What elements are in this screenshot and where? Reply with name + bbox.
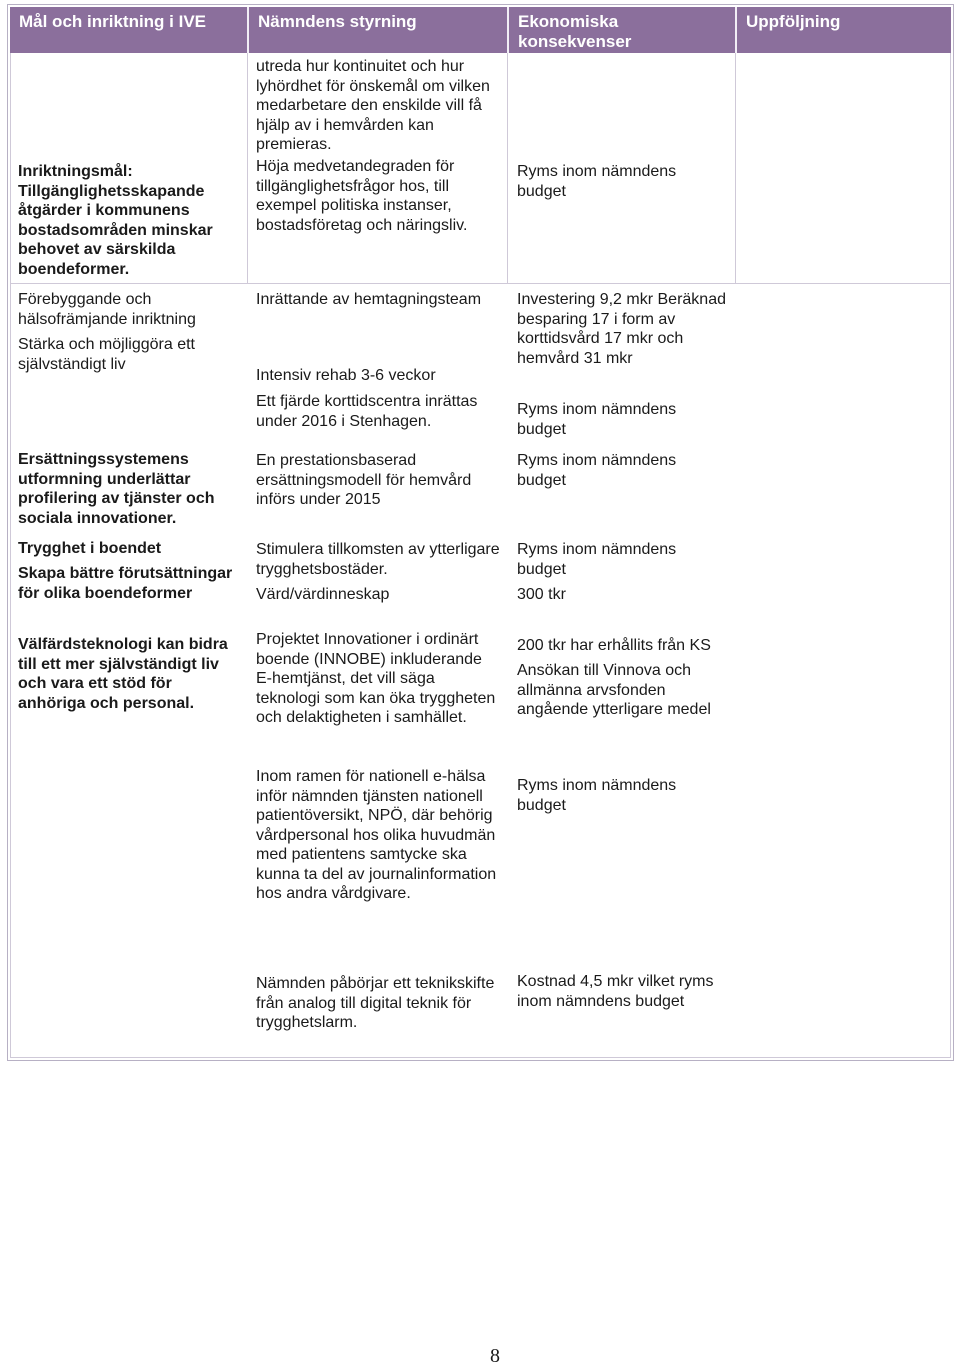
column-divider	[735, 53, 736, 283]
economy-ks-funding: 200 tkr har erhållits från KS	[517, 637, 711, 654]
header-goal: Mål och inriktning i IVE	[10, 7, 247, 53]
goal-independent-life: Stärka och möjliggöra ett självständigt liv	[18, 336, 195, 373]
goal-preventive: Förebyggande och hälsofrämjande inriktning	[18, 291, 196, 328]
economy-cost: Kostnad 4,5 mkr vilket ryms inom nämndens budget	[517, 973, 714, 1010]
goal-housing-forms: Skapa bättre förutsättningar för olika boendeformer	[18, 565, 233, 602]
header-followup: Uppföljning	[735, 7, 951, 53]
steering-safety-housing: Stimulera tillkomsten av ytterligare trygghetsbostäder.	[256, 541, 500, 578]
economy-budget: Ryms inom nämndens budget	[517, 777, 677, 814]
steering-continuity: utreda hur kontinuitet och hur lyhördhet för önskemål om vilken medarbetare den enskilde vill få hjälp av i hemvården kan premieras.	[256, 58, 490, 153]
goal-accessibility: Inriktningsmål: Tillgänglighetsskapande åtgärder i kommunens bostadsområden minskar behovet av särskilda boendeformer.	[18, 163, 213, 278]
steering-npo: Inom ramen för nationell e-hälsa inför nämnden tjänsten nationell patientöversikt, NPÖ, där behörig vårdpersonal hos olika huvudmän med patientens samtycke ska kunna ta del av journalinformation hos andra vårdgivare.	[256, 768, 497, 902]
steering-awareness: Höja medvetandegraden för tillgänglighetsfrågor hos, till exempel politiska instanser, bostadsföretag och näringsliv.	[256, 158, 468, 234]
economy-budget: Ryms inom nämndens budget	[517, 401, 677, 438]
steering-innobe-project: Projektet Innovationer i ordinärt boende (INNOBE) inkluderande E-hemtjänst, det vill säga teknologi som kan öka tryggheten och delaktigheten i samhället.	[256, 631, 496, 726]
goal-compensation-systems: Ersättningssystemens utformning underlättar profilering av tjänster och sociala innovationer.	[18, 451, 215, 527]
steering-intensive-rehab: Intensiv rehab 3-6 veckor	[256, 367, 436, 384]
column-divider	[247, 53, 248, 283]
goal-safe-housing: Trygghet i boendet	[18, 540, 162, 557]
steering-short-term-centre: Ett fjärde korttidscentra inrättas under 2016 i Stenhagen.	[256, 393, 478, 430]
header-steering: Nämndens styrning	[247, 7, 507, 53]
economy-budget: Ryms inom nämndens budget	[517, 163, 677, 200]
page-number: 8	[490, 1345, 500, 1367]
header-economy: Ekonomiska konsekvenser	[507, 7, 735, 53]
economy-amount: 300 tkr	[517, 586, 566, 603]
economy-budget: Ryms inom nämndens budget	[517, 452, 677, 489]
column-divider	[507, 53, 508, 283]
steering-homecoming-team: Inrättande av hemtagningsteam	[256, 291, 482, 308]
economy-application: Ansökan till Vinnova och allmänna arvsfonden angående ytterligare medel	[517, 662, 711, 718]
economy-investment: Investering 9,2 mkr Beräknad besparing 17 i form av korttidsvård 17 mkr och hemvård 31 mkr	[517, 291, 726, 367]
row-divider	[10, 283, 951, 284]
steering-host-role: Värd/värdinneskap	[256, 586, 390, 603]
goal-welfare-technology: Välfärdsteknologi kan bidra till ett mer självständigt liv och vara ett stöd för anhöriga och personal.	[18, 636, 228, 712]
steering-performance-model: En prestationsbaserad ersättningsmodell för hemvård införs under 2015	[256, 452, 472, 508]
steering-alarm-technology: Nämnden påbörjar ett teknikskifte från analog till digital teknik för trygghetslarm.	[256, 975, 495, 1031]
economy-budget: Ryms inom nämndens budget	[517, 541, 677, 578]
